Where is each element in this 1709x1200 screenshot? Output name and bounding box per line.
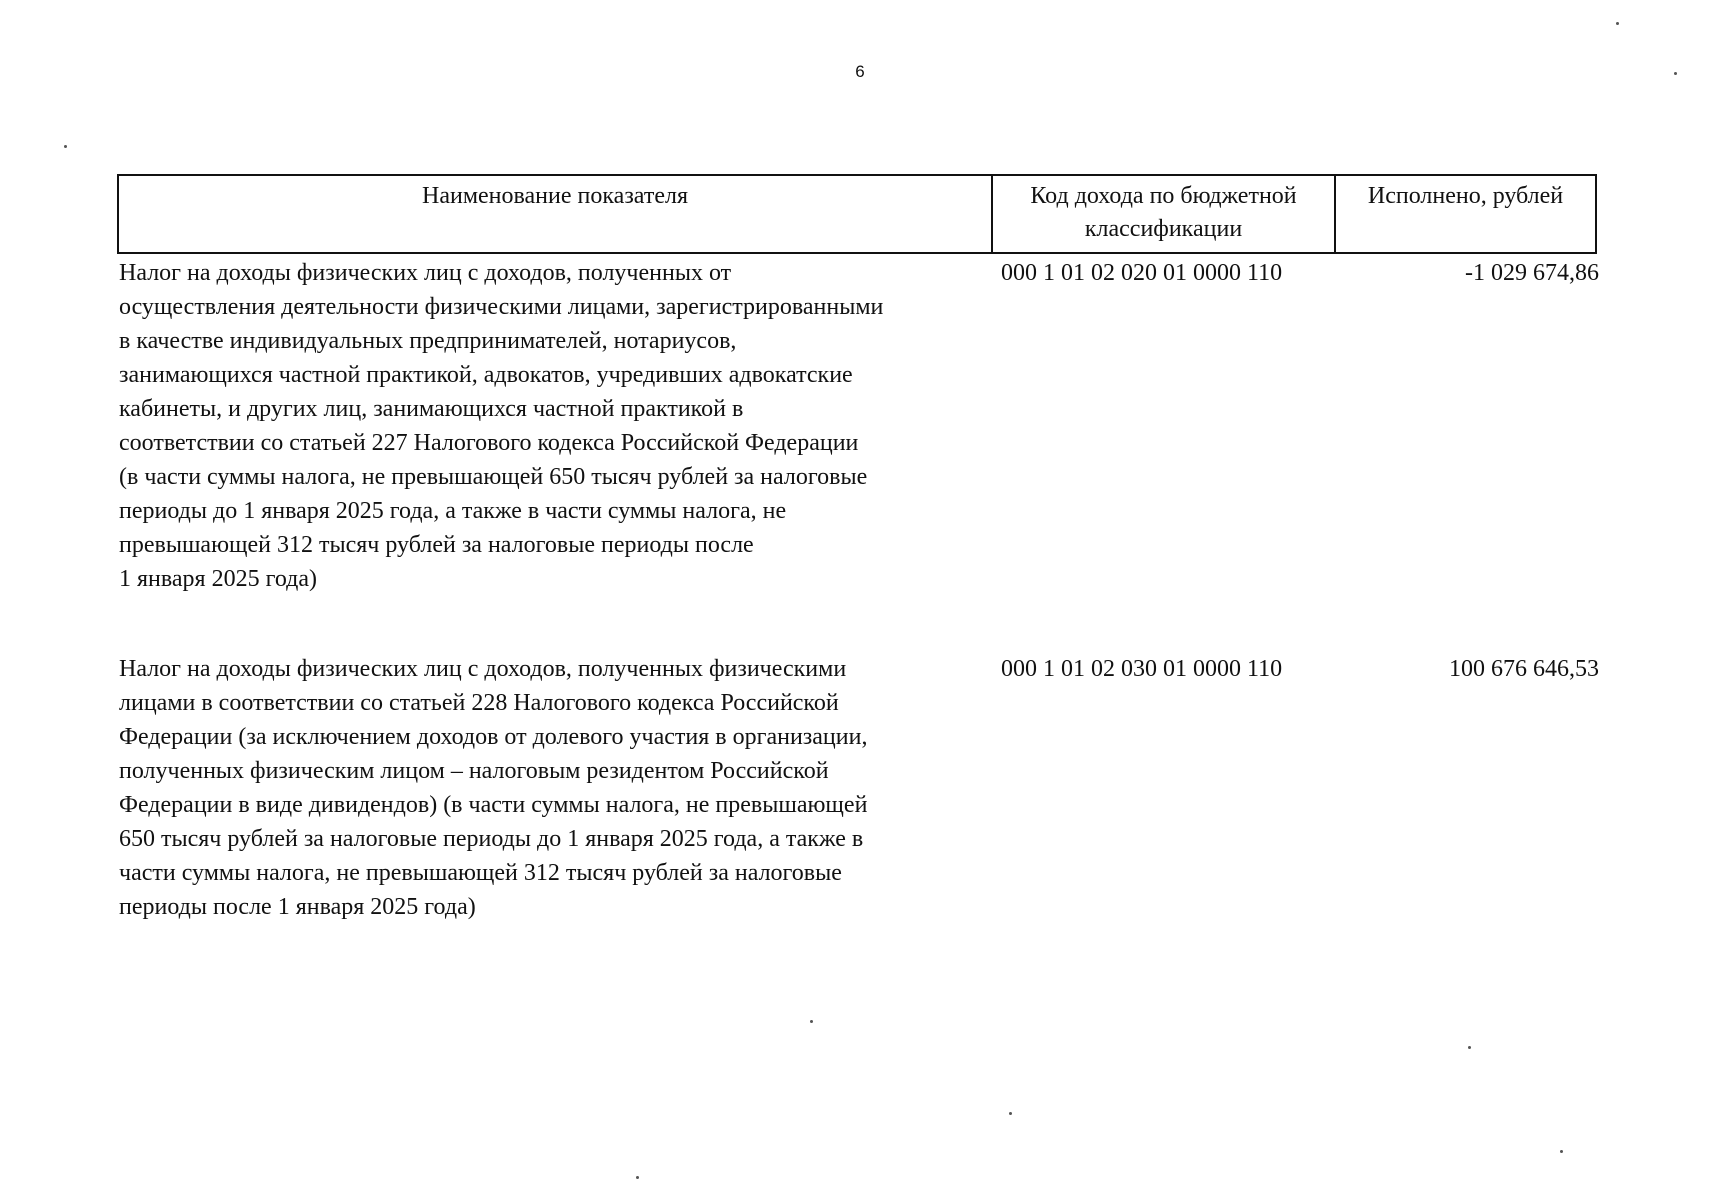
header-code-label-line1: Код дохода по бюджетной (1030, 183, 1297, 209)
row-value-cell: 100 676 646,53 (1449, 656, 1599, 682)
row-name-line: превышающей 312 тысяч рублей за налоговые периоды после (119, 532, 754, 558)
row-name-line: Федерации (за исключением доходов от долевого участия в организации, (119, 724, 868, 750)
row-name-line: полученных физическим лицом – налоговым резидентом Российской (119, 758, 829, 784)
row-name-line: осуществления деятельности физическими лицами, зарегистрированными (119, 294, 884, 320)
scan-speck (1674, 72, 1677, 75)
row-name-line: 1 января 2025 года) (119, 566, 317, 592)
row-name-line: Налог на доходы физических лиц с доходов, полученных физическими (119, 656, 847, 682)
header-name-label: Наименование показателя (422, 183, 688, 209)
row-code-cell: 000 1 01 02 030 01 0000 110 (1001, 656, 1283, 682)
row-value-cell: -1 029 674,86 (1465, 260, 1599, 286)
scan-speck (1468, 1046, 1471, 1049)
scan-speck (1560, 1150, 1563, 1153)
row-name-line: периоды до 1 января 2025 года, а также в части суммы налога, не (119, 498, 787, 524)
scan-speck (1009, 1112, 1012, 1115)
scan-speck (636, 1176, 639, 1179)
scan-speck (810, 1020, 813, 1023)
scan-speck (64, 145, 67, 148)
row-name-line: занимающихся частной практикой, адвокатов, учредивших адвокатские (119, 362, 853, 388)
row-name-line: периоды после 1 января 2025 года) (119, 894, 476, 920)
row-name-line: в качестве индивидуальных предпринимателей, нотариусов, (119, 328, 737, 354)
row-code-cell: 000 1 01 02 020 01 0000 110 (1001, 260, 1283, 286)
row-name-line: соответствии со статьей 227 Налогового кодекса Российской Федерации (119, 430, 859, 456)
row-name-line: (в части суммы налога, не превышающей 650 тысяч рублей за налоговые (119, 464, 868, 490)
header-code-label-line2: классификации (1084, 216, 1243, 242)
row-name-line: Федерации в виде дивидендов) (в части суммы налога, не превышающей (119, 792, 868, 818)
row-name-line: Налог на доходы физических лиц с доходов, полученных от (119, 260, 732, 286)
row-name-cell (119, 256, 999, 596)
row-name-line: лицами в соответствии со статьей 228 Налогового кодекса Российской (119, 690, 839, 716)
scan-speck (1616, 22, 1619, 25)
header-code-column (993, 176, 1336, 252)
row-name-line: 650 тысяч рублей за налоговые периоды до 1 января 2025 года, а также в (119, 826, 864, 852)
header-name-column (119, 176, 993, 252)
header-executed-column (1336, 176, 1595, 252)
row-name-cell (119, 652, 999, 924)
row-name-line: кабинеты, и других лиц, занимающихся частной практикой в (119, 396, 744, 422)
header-executed-label: Исполнено, рублей (1367, 183, 1564, 209)
table-header (117, 174, 1597, 254)
row-name-line: части суммы налога, не превышающей 312 тысяч рублей за налоговые (119, 860, 842, 886)
page-number: 6 (855, 62, 865, 81)
